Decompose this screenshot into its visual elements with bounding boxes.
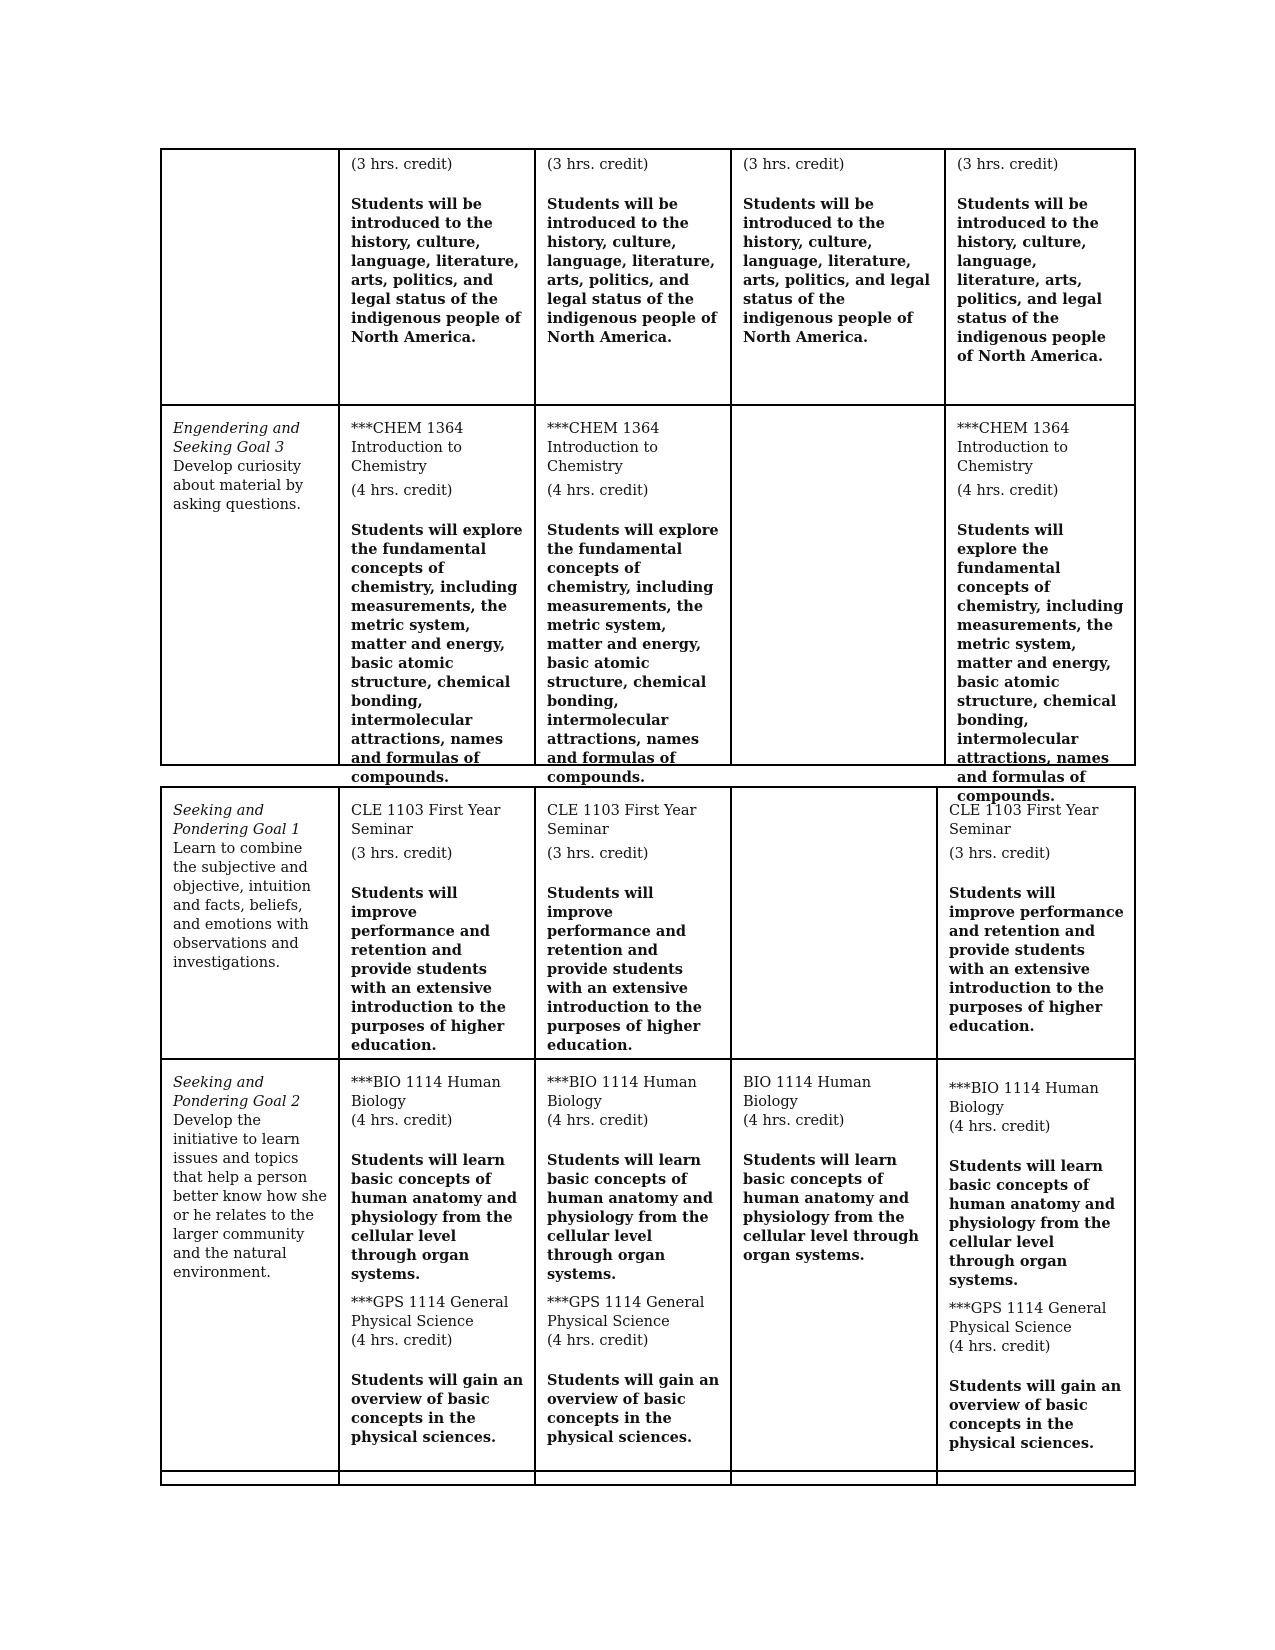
goal-cell [162, 406, 340, 764]
credit-hours: (3 hrs. credit) [949, 846, 1051, 862]
credit-hours: (3 hrs. credit) [743, 157, 845, 173]
course-title: ***BIO 1114 Human Biology [949, 1081, 1099, 1116]
course-title: ***CHEM 1364 Introduction to Chemistry [547, 421, 660, 475]
table-row [162, 1472, 1134, 1484]
course-title: CLE 1103 First Year Seminar [547, 803, 697, 838]
empty-cell [732, 788, 938, 1058]
empty-cell [536, 1472, 732, 1484]
course-description: Students will explore the fundamental concepts of chemistry, including measurements, the metric system, matter and energy, basic atomic structure, chemical bonding, intermolecular attractions, names and formulas of compounds. [547, 522, 719, 786]
credit-hours: (4 hrs. credit) [351, 1333, 453, 1349]
empty-cell [938, 1472, 1134, 1484]
course-title: ***BIO 1114 Human Biology [351, 1075, 501, 1110]
course-title: BIO 1114 Human Biology [743, 1075, 872, 1110]
course-title: CLE 1103 First Year Seminar [949, 803, 1099, 838]
goal-cell [162, 150, 340, 404]
course-cell [732, 1060, 938, 1470]
table-row [162, 1060, 1134, 1472]
course-cell [946, 406, 1134, 805]
goal-description: Learn to combine the subjective and objective, intuition and facts, beliefs, and emotions with observations and investigations. [173, 841, 311, 971]
credit-hours: (4 hrs. credit) [547, 1333, 649, 1349]
credit-hours: (4 hrs. credit) [351, 483, 453, 499]
course-description: Students will gain an overview of basic concepts in the physical sciences. [547, 1372, 720, 1446]
course-description: Students will improve performance and retention and provide students with an extensive introduction to the purposes of higher education. [949, 885, 1124, 1035]
empty-cell [732, 1472, 938, 1484]
course-cell [938, 788, 1134, 1058]
course-title: CLE 1103 First Year Seminar [351, 803, 501, 838]
course-description: Students will be introduced to the history, culture, language, literature, arts, politics, and legal status of the indigenous people of North America. [957, 196, 1106, 365]
course-description: Students will gain an overview of basic concepts in the physical sciences. [949, 1378, 1122, 1452]
table-row [162, 406, 1134, 805]
course-cell [340, 150, 536, 404]
course-title: ***GPS 1114 General Physical Science [547, 1295, 705, 1330]
goal-title: Seeking and Pondering Goal 1 [173, 803, 301, 838]
empty-cell [162, 1472, 340, 1484]
credit-hours: (4 hrs. credit) [743, 1113, 845, 1129]
goal-description: Develop the initiative to learn issues and topics that help a person better know how she or he relates to the larger community and the natural environment. [173, 1113, 327, 1281]
course-description: Students will explore the fundamental concepts of chemistry, including measurements, the metric system, matter and energy, basic atomic structure, chemical bonding, intermolecular attractions, names and formulas of compounds. [957, 522, 1124, 805]
course-cell [946, 150, 1134, 404]
credit-hours: (4 hrs. credit) [351, 1113, 453, 1129]
course-description: Students will be introduced to the history, culture, language, literature, arts, politics, and legal status of the indigenous people of North America. [351, 196, 521, 346]
course-description: Students will explore the fundamental concepts of chemistry, including measurements, the metric system, matter and energy, basic atomic structure, chemical bonding, intermolecular attractions, names and formulas of compounds. [351, 522, 523, 786]
course-description: Students will improve performance and retention and provide students with an extensive introduction to the purposes of higher education. [547, 885, 702, 1054]
course-title: ***CHEM 1364 Introduction to Chemistry [351, 421, 464, 475]
course-description: Students will be introduced to the history, culture, language, literature, arts, politics, and legal status of the indigenous people of North America. [743, 196, 931, 346]
course-title: ***GPS 1114 General Physical Science [351, 1295, 509, 1330]
credit-hours: (4 hrs. credit) [957, 483, 1059, 499]
curriculum-table-bottom [160, 786, 1136, 1486]
table-row [162, 150, 1134, 406]
goal-title: Engendering and Seeking Goal 3 [173, 421, 301, 456]
course-cell [536, 406, 732, 786]
course-cell [340, 406, 536, 786]
credit-hours: (3 hrs. credit) [547, 846, 649, 862]
course-description: Students will learn basic concepts of human anatomy and physiology from the cellular level through organ systems. [547, 1152, 714, 1283]
goal-cell [162, 1060, 340, 1470]
course-description: Students will gain an overview of basic concepts in the physical sciences. [351, 1372, 524, 1446]
course-description: Students will learn basic concepts of human anatomy and physiology from the cellular level through organ systems. [351, 1152, 518, 1283]
course-title: ***GPS 1114 General Physical Science [949, 1301, 1107, 1336]
course-description: Students will learn basic concepts of human anatomy and physiology from the cellular level through organ systems. [949, 1158, 1116, 1289]
course-cell [340, 1060, 536, 1470]
course-description: Students will improve performance and retention and provide students with an extensive introduction to the purposes of higher education. [351, 885, 506, 1054]
curriculum-table-top [160, 148, 1136, 805]
credit-hours: (4 hrs. credit) [547, 1113, 649, 1129]
empty-cell [732, 406, 946, 764]
credit-hours: (3 hrs. credit) [351, 157, 453, 173]
goal-cell [162, 788, 340, 1058]
credit-hours: (3 hrs. credit) [547, 157, 649, 173]
goal-title: Seeking and Pondering Goal 2 [173, 1075, 301, 1110]
table-row [162, 788, 1134, 1060]
course-title: ***CHEM 1364 Introduction to Chemistry [957, 421, 1070, 475]
course-cell [536, 150, 732, 404]
course-cell [536, 788, 732, 1058]
empty-cell [340, 1472, 536, 1484]
course-cell [732, 150, 946, 404]
credit-hours: (4 hrs. credit) [949, 1339, 1051, 1355]
credit-hours: (4 hrs. credit) [547, 483, 649, 499]
credit-hours: (3 hrs. credit) [351, 846, 453, 862]
course-title: ***BIO 1114 Human Biology [547, 1075, 697, 1110]
course-description: Students will be introduced to the history, culture, language, literature, arts, politics, and legal status of the indigenous people of North America. [547, 196, 717, 346]
course-cell [536, 1060, 732, 1470]
credit-hours: (4 hrs. credit) [949, 1119, 1051, 1135]
course-description: Students will learn basic concepts of human anatomy and physiology from the cellular level through organ systems. [743, 1152, 919, 1264]
goal-description: Develop curiosity about material by asking questions. [173, 459, 304, 513]
course-cell [340, 788, 536, 1058]
credit-hours: (3 hrs. credit) [957, 157, 1059, 173]
course-cell [938, 1060, 1134, 1470]
